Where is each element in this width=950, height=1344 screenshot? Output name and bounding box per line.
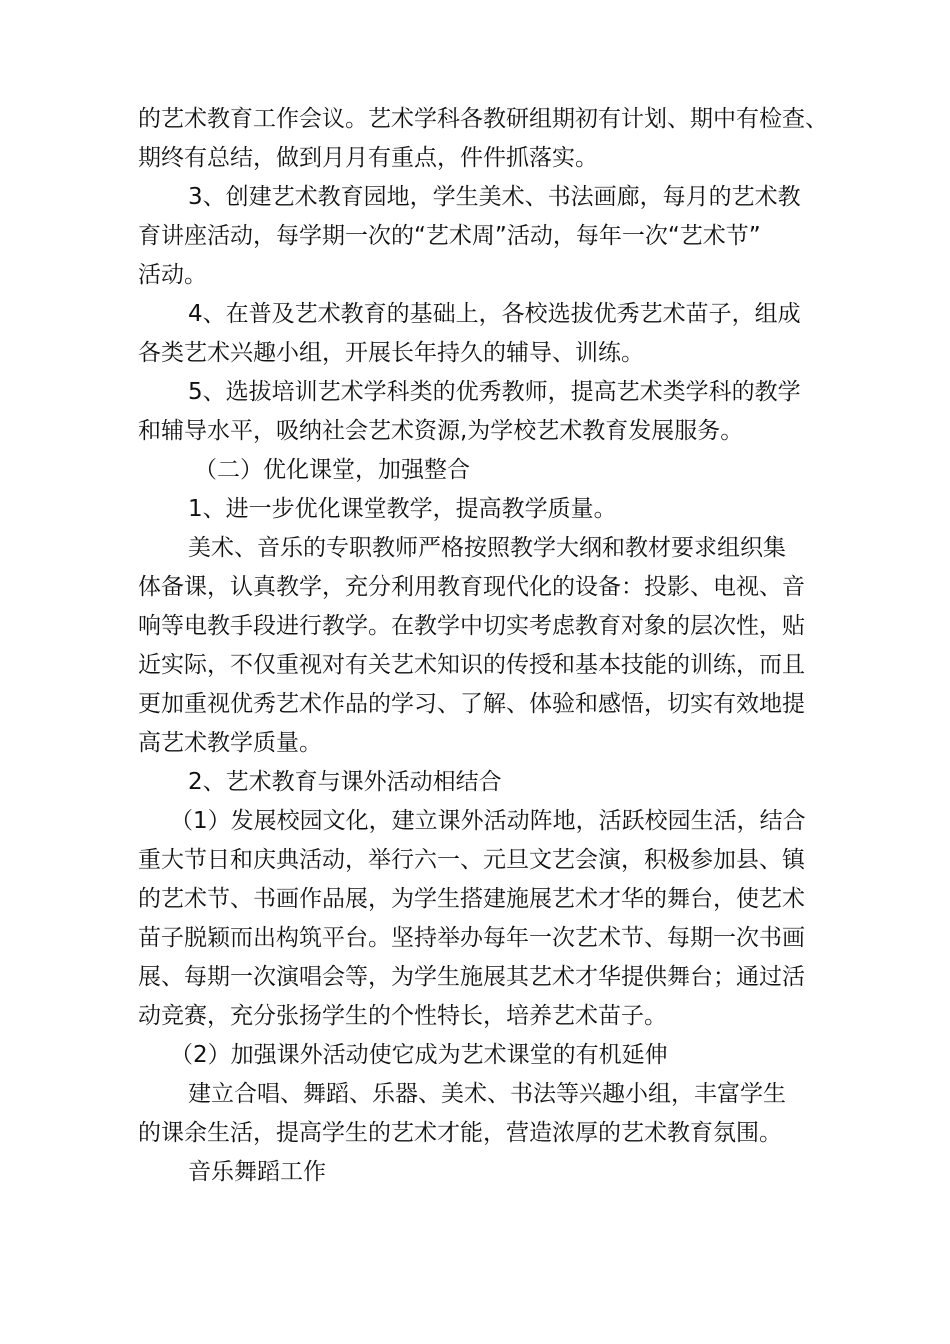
- text-line: 1、进一步优化课堂教学，提高教学质量。: [188, 496, 617, 522]
- text-line: 2、艺术教育与课外活动相结合: [188, 769, 502, 795]
- section-heading: （二）优化课堂，加强整合: [194, 457, 470, 483]
- text-line: （2）加强课外活动使它成为艺术课堂的有机延伸: [170, 1042, 668, 1068]
- text-line: 重大节日和庆典活动，举行六一、元旦文艺会演，积极参加县、镇: [138, 847, 805, 873]
- text-line: 的课余生活，提高学生的艺术才能，营造浓厚的艺术教育氛围。: [138, 1120, 782, 1146]
- document-body: [138, 100, 828, 1192]
- text-line: 活动。: [138, 262, 207, 288]
- text-line: 育讲座活动，每学期一次的“艺术周”活动，每年一次“艺术节”: [138, 223, 761, 249]
- text-line: 美术、音乐的专职教师严格按照教学大纲和教材要求组织集: [188, 535, 786, 561]
- text-line: 音乐舞蹈工作: [188, 1159, 326, 1185]
- text-line: 展、每期一次演唱会等，为学生施展其艺术才华提供舞台；通过活: [138, 964, 805, 990]
- text-line: 响等电教手段进行教学。在教学中切实考虑教育对象的层次性，贴: [138, 613, 805, 639]
- text-line: 4、在普及艺术教育的基础上，各校选拔优秀艺术苗子，组成: [188, 301, 801, 327]
- text-line: 和辅导水平，吸纳社会艺术资源,为学校艺术教育发展服务。: [138, 418, 744, 444]
- text-line: 各类艺术兴趣小组，开展长年持久的辅导、训练。: [138, 340, 644, 366]
- text-line: （1）发展校园文化，建立课外活动阵地，活跃校园生活，结合: [170, 808, 806, 834]
- text-line: 动竞赛，充分张扬学生的个性特长，培养艺术苗子。: [138, 1003, 667, 1029]
- text-line: 更加重视优秀艺术作品的学习、了解、体验和感悟，切实有效地提: [138, 691, 805, 717]
- text-line: 苗子脱颖而出构筑平台。坚持举办每年一次艺术节、每期一次书画: [138, 925, 805, 951]
- text-line: 的艺术教育工作会议。艺术学科各教研组期初有计划、期中有检查、: [138, 106, 828, 132]
- text-line: 体备课，认真教学，充分利用教育现代化的设备：投影、电视、音: [138, 574, 805, 600]
- text-line: 3、创建艺术教育园地，学生美术、书法画廊，每月的艺术教: [188, 184, 801, 210]
- text-line: 5、选拔培训艺术学科类的优秀教师，提高艺术类学科的教学: [188, 379, 801, 405]
- text-line: 近实际，不仅重视对有关艺术知识的传授和基本技能的训练，而且: [138, 652, 805, 678]
- text-line: 期终有总结，做到月月有重点，件件抓落实。: [138, 145, 598, 171]
- text-line: 建立合唱、舞蹈、乐器、美术、书法等兴趣小组，丰富学生: [188, 1081, 786, 1107]
- text-line: 高艺术教学质量。: [138, 730, 322, 756]
- text-line: 的艺术节、书画作品展，为学生搭建施展艺术才华的舞台，使艺术: [138, 886, 805, 912]
